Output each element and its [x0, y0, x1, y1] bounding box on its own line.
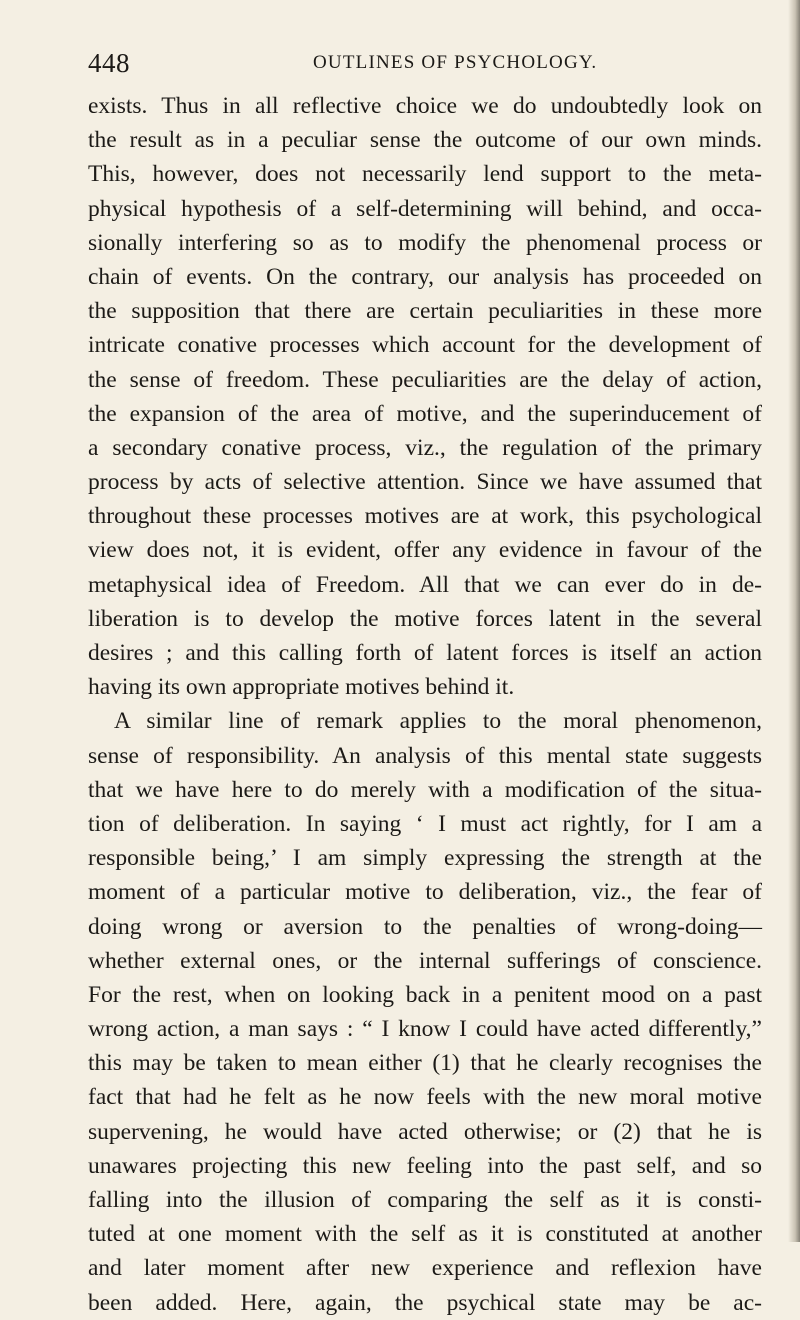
text-line: that we have here to do merely with a modification of the situa-: [88, 776, 762, 803]
text-line: desires ; and this calling forth of latent forces is itself an action: [88, 640, 762, 666]
text-line: moment of a particular motive to deliberation, viz., the fear of: [88, 879, 762, 906]
text-line: tuted at one moment with the self as it is constituted at another: [88, 1221, 762, 1248]
body-text: [88, 89, 762, 1320]
running-title: OUTLINES OF PSYCHOLOGY.: [313, 52, 598, 73]
text-line: the expansion of the area of motive, and the superinducement of: [88, 400, 762, 427]
text-line: falling into the illusion of comparing the self as it is consti-: [88, 1187, 762, 1213]
page-number: 448: [88, 48, 130, 78]
text-line: responsible being,’ I am simply expressing the strength at the: [88, 845, 762, 872]
text-line: This, however, does not necessarily lend support to the meta-: [88, 161, 762, 188]
text-line: doing wrong or aversion to the penalties of wrong-doing—: [88, 913, 762, 940]
text-line: a secondary conative process, viz., the regulation of the primary: [88, 434, 762, 461]
text-line: the supposition that there are certain peculiarities in these more: [88, 298, 762, 325]
text-line: liberation is to develop the motive forces latent in the several: [88, 605, 762, 632]
text-line: whether external ones, or the internal sufferings of conscience.: [88, 947, 762, 974]
text-line: sense of responsibility. An analysis of this mental state suggests: [88, 742, 762, 769]
text-line: view does not, it is evident, offer any evidence in favour of the: [88, 537, 762, 564]
text-line: tion of deliberation. In saying ‘ I must act rightly, for I am a: [88, 810, 762, 837]
text-line: this may be taken to mean either (1) that he clearly recognises the: [88, 1050, 762, 1077]
text-line: the sense of freedom. These peculiarities are the delay of action,: [88, 366, 762, 393]
text-line: unawares projecting this new feeling into the past self, and so: [88, 1152, 762, 1179]
text-line: exists. Thus in all reflective choice we do undoubtedly look on: [88, 93, 762, 119]
text-line: and later moment after new experience and reflexion have: [88, 1255, 762, 1282]
text-line: fact that had he felt as he now feels with the new moral motive: [88, 1084, 762, 1111]
running-head: [88, 48, 760, 80]
text-line: sionally interfering so as to modify the phenomenal process or: [88, 229, 762, 256]
text-line: physical hypothesis of a self-determining will behind, and occa-: [88, 195, 762, 222]
text-line: supervening, he would have acted otherwise; or (2) that he is: [88, 1118, 762, 1145]
text-line: process by acts of selective attention. Since we have assumed that: [88, 469, 762, 496]
text-line: For the rest, when on looking back in a penitent mood on a past: [88, 981, 762, 1008]
paragraph-start-line: A similar line of remark applies to the moral phenomenon,: [114, 708, 762, 735]
text-line: throughout these processes motives are at work, this psychological: [88, 503, 762, 530]
text-line: intricate conative processes which account for the development of: [88, 332, 762, 359]
text-line: metaphysical idea of Freedom. All that we can ever do in de-: [88, 571, 762, 598]
text-line: chain of events. On the contrary, our analysis has proceeded on: [88, 263, 762, 290]
page-edge-shadow: [788, 0, 800, 1242]
text-line: wrong action, a man says : “ I know I could have acted differently,”: [88, 1016, 762, 1043]
text-line: been added. Here, again, the psychical state may be ac-: [88, 1289, 762, 1316]
text-line: the result as in a peculiar sense the outcome of our own minds.: [88, 127, 762, 154]
paragraph-end-line: having its own appropriate motives behind it.: [88, 674, 515, 701]
